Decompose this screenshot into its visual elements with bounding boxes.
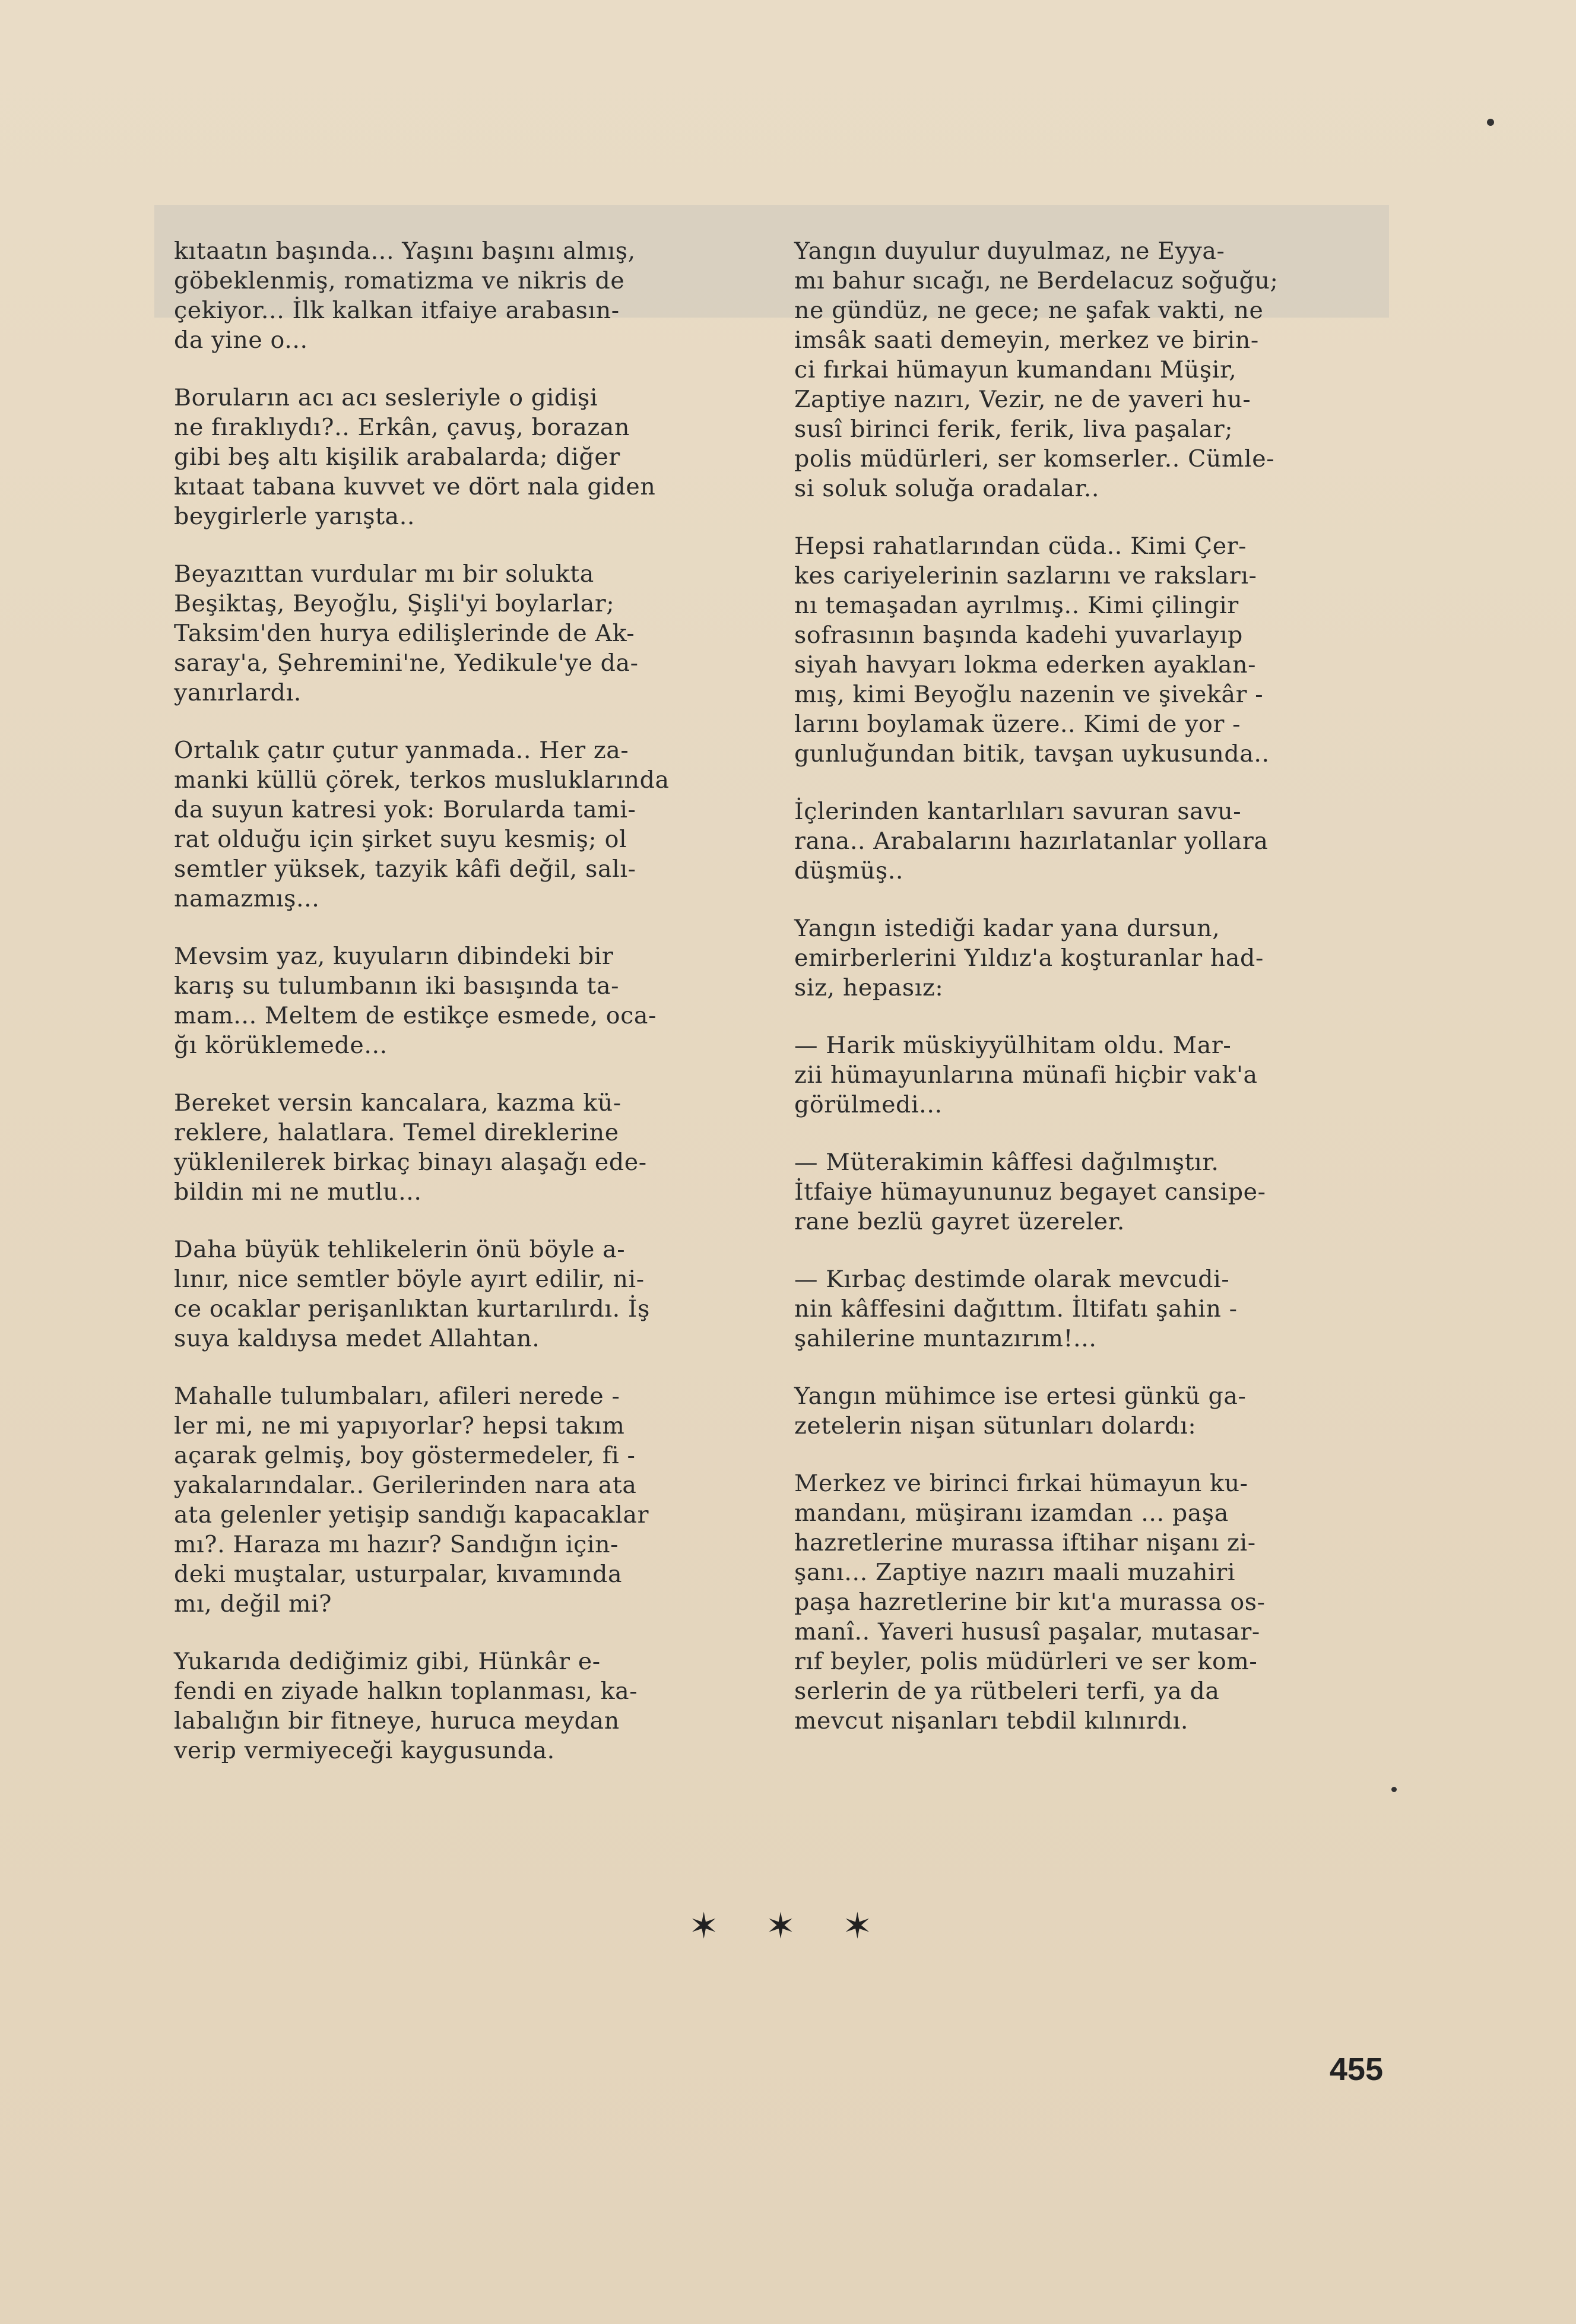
- paragraph: Merkez ve birinci fırkai hümayun ku- mandanı, müşiranı izamdan ... paşa hazretlerine murassa iftihar nişanı zi- şanı... Zaptiye nazırı maali muzahiri paşa hazretlerine bir kıt'a murassa os- manî.. Yaveri hususî paşalar, mutasar- rıf beyler, polis müdürleri ve ser kom- serlerin de ya rütbeleri terfi, ya da mevcut nişanları tebdil kılınırdı.: [794, 1470, 1266, 1735]
- section-divider-stars: ✶ ✶ ✶: [689, 1906, 890, 1947]
- paragraph: Hepsi rahatlarından cüda.. Kimi Çer- kes cariyelerinin sazlarını ve raksları- nı temaşadan ayrılmış.. Kimi çilingir sofrasının başında kadehi yuvarlayıp siyah havyarı lokma ederken ayaklan- mış, kimi Beyoğlu nazenin ve şivekâr - larını boylamak üzere.. Kimi de yor - gunluğundan bitik, tavşan uykusunda..: [794, 532, 1270, 768]
- paragraph: Ortalık çatır çutur yanmada.. Her za- manki küllü çörek, terkos musluklarında da suyun katresi yok: Borularda tami- rat olduğu için şirket suyu kesmiş; ol semtler yüksek, tazyik kâfi değil, salı- namazmış...: [174, 737, 670, 912]
- right-column: [794, 236, 1388, 1764]
- left-column: [174, 236, 768, 1793]
- paragraph: Mevsim yaz, kuyuların dibindeki bir karış su tulumbanın iki basışında ta- mam... Meltem de estikçe esmede, oca- ğı körüklemede...: [174, 943, 657, 1059]
- paragraph: Boruların acı acı sesleriyle o gidişi ne fıraklıydı?.. Erkân, çavuş, borazan gibi beş altı kişilik arabalarda; diğer kıtaat tabana kuvvet ve dört nala giden beygirlerle yarışta..: [174, 384, 656, 530]
- paragraph: Yukarıda dediğimiz gibi, Hünkâr e- fendi en ziyade halkın toplanması, ka- labalığın bir fitneye, huruca meydan verip vermiyeceği kaygusunda.: [174, 1648, 638, 1764]
- paragraph: Daha büyük tehlikelerin önü böyle a- lınır, nice semtler böyle ayırt edilir, ni- ce ocaklar perişanlıktan kurtarılırdı. İş suya kaldıysa medet Allahtan.: [174, 1236, 650, 1352]
- paragraph: İçlerinden kantarlıları savuran savu- rana.. Arabalarını hazırlatanlar yollara düşmüş..: [794, 798, 1269, 884]
- ink-speck: [1487, 119, 1494, 126]
- paragraph: Yangın duyulur duyulmaz, ne Eyya- mı bahur sıcağı, ne Berdelacuz soğuğu; ne gündüz, ne gece; ne şafak vakti, ne imsâk saati demeyin, merkez ve birin- ci fırkai hümayun kumandanı Müşir, Zaptiye nazırı, Vezir, ne de yaveri hu- susî birinci ferik, ferik, liva paşalar; polis müdürleri, ser komserler.. Cümle- si soluk soluğa oradalar..: [794, 237, 1279, 502]
- paragraph: — Harik müskiyyülhitam oldu. Mar- zii hümayunlarına münafi hiçbir vak'a görülmedi...: [794, 1032, 1258, 1118]
- paragraph: Beyazıttan vurdular mı bir solukta Beşiktaş, Beyoğlu, Şişli'yi boylarlar; Taksim'den hurya edilişlerinde de Ak- saray'a, Şehremini'ne, Yedikule'ye da- yanırlardı.: [174, 560, 639, 706]
- paragraph: — Kırbaç destimde olarak mevcudi- nin kâffesini dağıttım. İltifatı şahin - şahilerine muntazırım!...: [794, 1266, 1238, 1352]
- page-number: 455: [1329, 2052, 1383, 2087]
- paragraph: Yangın mühimce ise ertesi günkü ga- zetelerin nişan sütunları dolardı:: [794, 1383, 1247, 1440]
- ink-speck: [1391, 1787, 1397, 1792]
- paragraph: — Müterakimin kâffesi dağılmıştır. İtfaiye hümayununuz begayet cansipe- rane bezlü gayret üzereler.: [794, 1149, 1266, 1235]
- paragraph: Bereket versin kancalara, kazma kü- reklere, halatlara. Temel direklerine yüklenilerek birkaç binayı alaşağı ede- bildin mi ne mutlu...: [174, 1089, 647, 1206]
- paragraph: Yangın istediği kadar yana dursun, emirberlerini Yıldız'a koşturanlar had- siz, hepasız:: [794, 915, 1264, 1001]
- paragraph: Mahalle tulumbaları, afileri nerede - ler mi, ne mi yapıyorlar? hepsi takım açarak gelmiş, boy göstermedeler, fi - yakalarındalar.. Gerilerinden nara ata ata gelenler yetişip sandığı kapacaklar mı?. Haraza mı hazır? Sandığın için- deki muştalar, usturpalar, kıvamında mı, değil mi?: [174, 1383, 649, 1618]
- paragraph: kıtaatın başında... Yaşını başını almış, göbeklenmiş, romatizma ve nikris de çekiyor... İlk kalkan itfaiye arabasın- da yine o...: [174, 237, 636, 354]
